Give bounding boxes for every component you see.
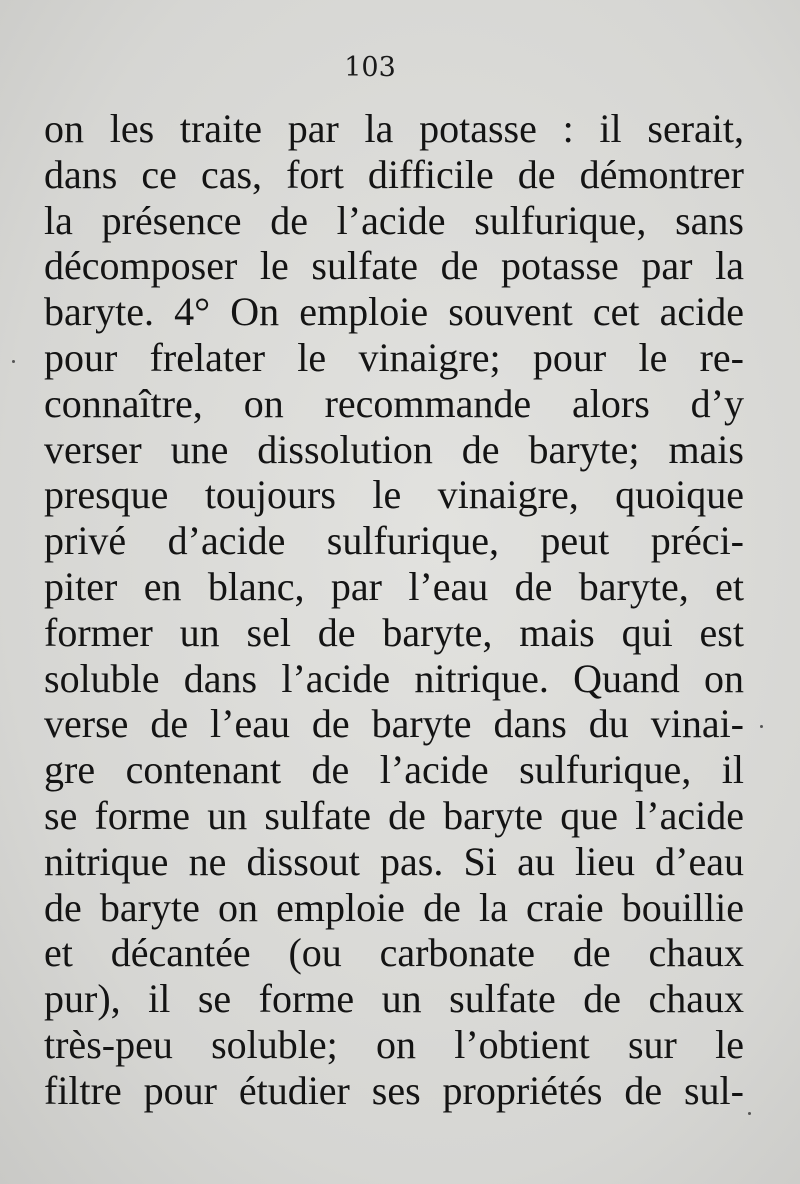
text-line: nitrique ne dissout pas. Si au lieu d’eau: [44, 838, 744, 884]
text-line: de baryte on emploie de la craie bouillie: [44, 884, 744, 930]
text-line: connaître, on recommande alors d’y: [44, 380, 744, 426]
text-line: presque toujours le vinaigre, quoique: [44, 472, 744, 518]
text-line: verser une dissolution de baryte; mais: [44, 426, 744, 472]
text-line: filtre pour étudier ses propriétés de sul-: [44, 1067, 744, 1113]
text-line: pour frelater le vinaigre; pour le re-: [44, 334, 744, 380]
body-text: [44, 106, 744, 1114]
text-line: pur), il se forme un sulfate de chaux: [44, 976, 744, 1022]
text-line: verse de l’eau de baryte dans du vinai-: [44, 701, 744, 747]
text-line: baryte. 4° On emploie souvent cet acide: [44, 289, 744, 335]
paper-speck: [760, 725, 763, 728]
page-number: 103: [344, 52, 396, 83]
text-line: piter en blanc, par l’eau de baryte, et: [44, 563, 744, 609]
text-line: décomposer le sulfate de potasse par la: [44, 243, 744, 289]
text-line: on les traite par la potasse : il serait,: [44, 106, 744, 151]
paper-speck: [748, 1112, 751, 1115]
paper-speck: [12, 360, 15, 363]
text-line: privé d’acide sulfurique, peut préci-: [44, 518, 744, 564]
text-line: gre contenant de l’acide sulfurique, il: [44, 747, 744, 793]
text-line: soluble dans l’acide nitrique. Quand on: [44, 655, 744, 701]
text-line: dans ce cas, fort difficile de démontrer: [44, 151, 744, 197]
text-line: et décantée (ou carbonate de chaux: [44, 930, 744, 976]
text-line: la présence de l’acide sulfurique, sans: [44, 197, 744, 243]
text-line: former un sel de baryte, mais qui est: [44, 609, 744, 655]
text-line: se forme un sulfate de baryte que l’acide: [44, 792, 744, 838]
text-line: très-peu soluble; on l’obtient sur le: [44, 1021, 744, 1067]
